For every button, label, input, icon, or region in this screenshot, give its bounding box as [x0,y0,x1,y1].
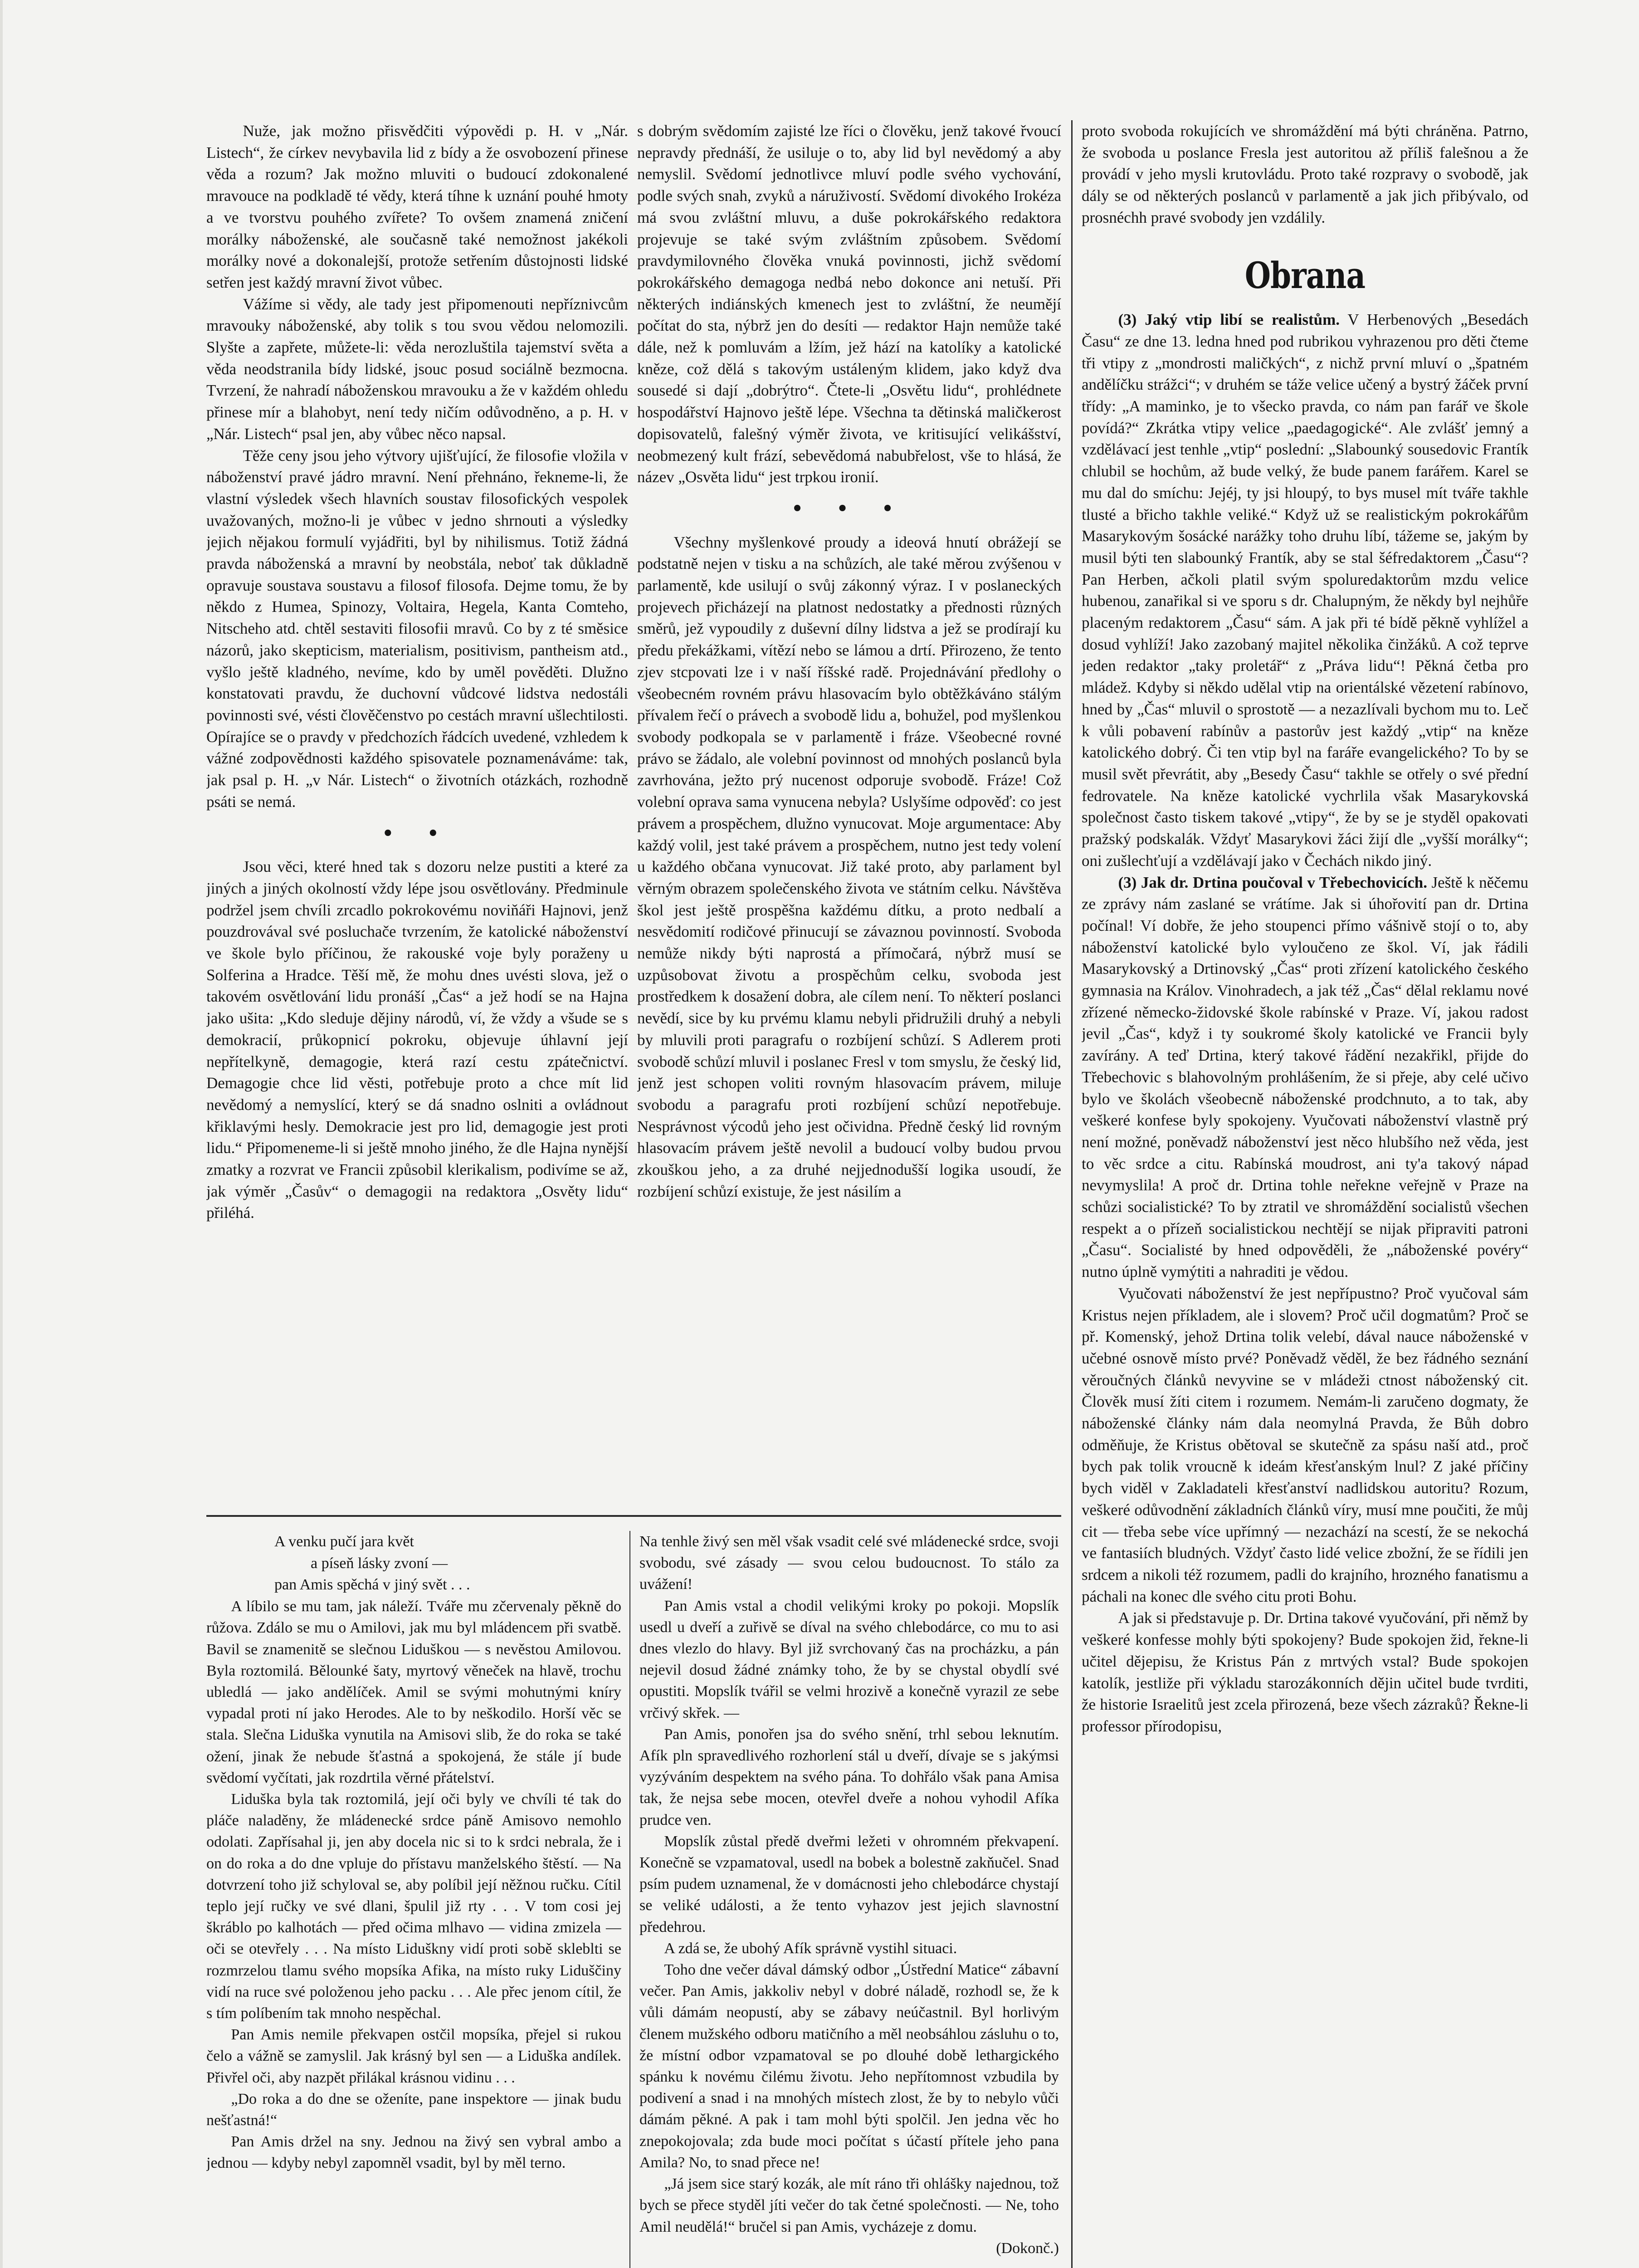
column-2 [637,120,1061,1504]
poem-line-3: pan Amis spěchá v jiný svět . . . [274,1576,470,1593]
poem [274,1531,621,1596]
story-paragraph-11: Toho dne večer dával dámský odbor „Ústřední Matice“ zábavní večer. Pan Amis, jakkoliv nebyl v dobré náladě, rozhodl se, že k vůli dámám neopustí, aby se zábavy neúčastnil. Byl horlivým členem mužského odboru matičního a měl neobsáhlou zásluhu o to, že místní odbor vzpamatoval se po dlouhé době lethargického spánku k novému čilému životu. Jeho nepřítomnost vzbudila by podivení a snad i na mnohých místech zlost, že by to nebylo vůči dámám pěkné. A pak i tam mohl býti spolčil. Jen jedna věc ho znepokojovala; zda bude moci počítat s účastí přítele jeho pana Amila? No, to snad přece ne! [639,1961,1059,2171]
col3-text-2: V Herbenových „Besedách Času“ ze dne 13. ledna hned pod rubrikou vyhrazenou pro děti čteme tři vtipy z „mondrosti maličkých“, z nichž první mluví o „špatném andělíčku strážci“; v druhém se táže velice učený a bystrý žáček první třídy: „A maminko, je to všecko pravda, co nám pan farář ve škole povídá?“ Zkrátka vtipy velice „paedagogické“. Ale zvlášť jemný a vzdělávací jest tenhle „vtip“ poslední: „Slabounký sousedovic Frantík chlubil se hochům, až bude velký, že bude panem farářem. Karel se mu dal do smíchu: Jejéj, ty jsi hloupý, to bys musel mít tváře takhle tlusté a břicho takhle veliké.“ Když už se realistickým pokrokářům Masarykovým šosácké narážky toho druhu líbí, tážeme se, jakým by musil býti ten slabounký Frantík, aby se stal šéfredaktorem „Času“? Pan Herben, ačkoli platil svým spoluredaktorům mzdu velice hubenou, zanařikal si ve sporu s dr. Chalupným, že někdy byl nejhůře placeným redaktorem „Času“ sám. A jak při té bídě pěkně vyhlížel a dosud vyhlíží! Jako zazobaný majitel několika činžáků. A což teprve jeden redaktor „taky proletář“ z „Práva lidu“! Pěkná četba pro mládež. Kdyby si někdo udělal vtip na orientálské vězetení rabínovo, hned by „Čas“ mluvil o sprostotě — a nezazlívali bychom mu to. Leč k vůli pobavení rabínův a pastorův jest každý „vtip“ na kněze katolického dobrý. Či ten vtip byl na faráře evangelického? To by se musil svět převrátit, aby „Besedy Času“ takhle se otřely o své přední fedrovatele. Na kněze katolické vychrlila však Masarykovská společnost často tiskem takové „vtipy“, že by se je styděl opakovati pražský podskalák. Vždyť Masarykovi žáci žijí dle „vyšší morálky“; oni zušlechťují a vzdělávají jako v Čechách nikdo jiný. [1082,311,1528,870]
column-3 [1082,120,1528,2268]
story-paragraph-3: Pan Amis nemile překvapen ostčil mopsíka, přejel si rukou čelo a vážně se zamyslil. Jak krásný byl sen — a Liduška andílek. Přivřel oči, aby nazpět přilákal krásnou vidinu . . . [206,2026,621,2086]
col1-paragraph-1: Nuže, jak možno přisvědčiti výpovědi p. H. v „Nár. Listech“, že církev nevybavila lid z bídy a že osvobození přinese věda a rozum? Jak možno mluviti o budoucí zdokonalené mravouce na podkladě té vědy, která tíhne k uznání pouhé hmoty a ve tvorstvu pouhého zvířete? To ovšem znamená zničení morálky náboženské, ale současně také nemožnost jakékoli morálky nové a dokonalejší, protože setřením důstojnosti lidské setřen jest každý mravní život vůbec. [206,122,628,291]
col1-paragraph-4: Jsou věci, které hned tak s dozoru nelze pustiti a které za jiných a jiných okolností vždy lépe jsou osvětlovány. Předminule podržel jsem chvíli zrcadlo pokrokovému noviňáři Hajnovi, jenž pouzdrovával své posluchače tvrzením, že katolické náboženství ve škole bylo příčinou, že rakouské voje byly poraženy u Solferina a Hradce. Těší mě, že mohu dnes uvésti slova, jež o takovém osvětlování lidu pronáší „Čas“ a jež hodí se na Hajna jako ušita: „Kdo sleduje dějiny národů, ví, že vždy a všude se s demokracií, průkopnicí pokroku, objevuje úhlavní její nepřítelkyně, demagogie, která razí cestu zpátečnictví. Demagogie chce lid věsti, potřebuje proto a chce mít lid nevědomý a nemyslící, který se dá snadno oslniti a ovládnout křiklavými hesly. Demokracie jest pro lid, demagogie jest proti lidu.“ Připomeneme-li si ještě mnoho jiného, že dle Hajna nynější zmatky a rozvrat ve Francii způsobil klerikalism, podivíme se až, jak výměr „Časův“ o demagogii na redaktora „Osvěty lidu“ přiléhá. [206,858,628,1222]
col3-text-3: Ještě k něčemu ze zprávy nám zaslané se vrátíme. Jak si úhořovití pan dr. Drtina počínal! Ví dobře, že jeho stoupenci přímo vášnivě stojí o to, aby náboženství katolické bylo vyloučeno ze škol. Ví, jak řádili Masarykovský a Drtinovský „Čas“ proti zřízení katolického českého gymnasia na Králov. Vinohradech, a jak též „Čas“ dělal reklamu nové zřízené německo-židovské škole rabínské v Praze. Ví, jakou radost jevil „Čas“, když i ty soukromé školy katolické ve Francii byly zavírány. A teď Drtina, který takové řádění nezakřikl, přijde do Třebechovic s blahovolným prohlášením, že si přeje, aby celé učivo bylo ve školách všeobecně náboženské prodchnuto, a to tak, aby veškeré konfese byly spokojeny. Vyučovati náboženství vlastně prý není možné, poněvadž náboženství jest něco hlubšího než věda, jest to věc srdce a citu. Rabínská moudrost, ani ty'a takový nápad nevymyslila! A proč dr. Drtina tohle neřekne veřejně v Praze na schůzi socialistické? To by ztratil ve shromáždění socialistů všechen respekt a o přízeň socialistickou nechtějí se nijak připraviti patroni „Času“. Socialisté by hned odpověděli, že „náboženské povéry“ nutno úplně vymýtiti a nahraditi je vědou. [1082,873,1528,1281]
col1-paragraph-2: Vážíme si vědy, ale tady jest připomenouti nepříznivcům mravouky náboženské, aby tolik s tou svou vědou nelomozili. Slyšte a zapřete, můžete-li: věda nerozluštila tajemství světa a věda neodstranila bídy lidské, jsouc posud sociálně bezmocna. Tvrzení, že nahradí náboženskou mravouku a že v každém ohledu přinese mír a blahobyt, není tedy ničím odůvodněno, a p. H. v „Nár. Listech“ psal jen, aby vůbec něco napsal. [206,295,628,443]
section-separator: • • [382,822,453,844]
col3-paragraph-4: Vyučovati náboženství že jest nepřípustno? Proč vyučoval sám Kristus nejen příkladem, ale i slovem? Proč učil dogmatům? Proč se př. Komenský, jehož Drtina tolik velebí, dával nauce náboženské v učebné osnově místo prvé? Poněvadž věděl, že bez řádného seznání věroučných článků nevyvine se v mládeži ctnost náboženský cit. Člověk musí žíti citem i rozumem. Nemám-li zaručeno dogmaty, že náboženské články nám dala neomylná Pravda, že Bůh dobro odměňuje, že Kristus obětoval se skutečně za spásu naší atd., proč bych pak tolik vroucně k ideám křesťanským lnul? Z jaké příčiny bych viděl v Zakladateli křesťanství nadlidskou autoritu? Rozum, veškeré odůvodnění základních článků víry, musí mne poučiti, že můj cit — třeba sebe více upřímný — nezachází na scestí, že se nekochá ve fantasiích bludných. Vždyť často lidé velice zbožní, že se řídili jen srdcem a nikoli též rozumem, padli do krajního, hrozného fanatismu a páchali na konec dle svého citu proti Bohu. [1082,1284,1528,1605]
story-paragraph-6: Na tenhle živý sen měl však vsadit celé své mládenecké srdce, svoji svobodu, své zásady — svou celou budoucnost. To stálo za uvážení! [639,1533,1059,1593]
feuilleton-rule [206,1515,1061,1517]
section-separator: • • • [791,498,907,519]
story-paragraph-8: Pan Amis, ponořen jsa do svého snění, trhl sebou leknutím. Afík pln spravedlivého rozhorlení stál u dveří, dívaje se s jakýmsi vyzýváním despektem na svého pána. To dohřálo však pana Amisa tak, že nejsa sebe mocen, otevřel dveře a nohou vyhodil Afíka prudce ven. [639,1725,1059,1828]
poem-line-1: A venku pučí jara květ [274,1533,414,1550]
feuilleton-left [206,1531,621,2268]
column-1 [206,120,628,1504]
story-paragraph-12: „Já jsem sice starý kozák, ale mít ráno tři ohlášky najednou, tož bych se přece styděl jíti večer do tak četné společnosti. — Ne, toho Amil neudělá!“ bručel si pan Amis, vycházeje z domu. [639,2175,1059,2235]
story-paragraph-9: Mopslík zůstal předě dveřmi ležeti v ohromném překvapení. Konečně se vzpamatoval, usedl na bobek a bolestně zakňučel. Snad psím pudem uznamenal, že v domácnosti jeho chlebodárce chystají se veliké události, a že tento vyhazov jest jejich slavnostní předehrou. [639,1833,1059,1936]
story-paragraph-5: Pan Amis držel na sny. Jednou na živý sen vybral ambo a jednou — kdyby nebyl zapomněl vsadit, byl by měl terno. [206,2133,621,2172]
continuation-note: (Dokonč.) [996,2239,1059,2257]
col3-paragraph-3 [1082,872,1528,1283]
scan-edge [0,0,3,2268]
col3-paragraph-5: A jak si představuje p. Dr. Drtina takové vyučování, při němž by veškeré konfesse mohly býti spokojeny? Bude spokojen žid, řekne-li učitel dějepisu, že Kristus Pán z mrtvých vstal? Bude spokojen katolík, jestliže při výkladu starozákonních dějin učitel bude tvrditi, že historie Israelitů jest zcela přirozená, beze všech zázraků? Řekne-li professor přírodopisu, [1082,1609,1528,1735]
poem-line-2: a píseň lásky zvoní — [311,1554,448,1572]
feuilleton-right [639,1531,1059,2268]
story-paragraph-1: A líbilo se mu tam, jak náleží. Tváře mu zčervenaly pěkně do růžova. Zdálo se mu o Amilovi, jak mu byl mládencem při svatbě. Bavil se znamenitě se slečnou Liduškou — s nevěstou Amilovou. Byla roztomilá. Bělounké šaty, myrtový věneček na hlavě, trochu ubledlá — jako andělíček. Amil se svými mohutnými kníry vypadal proti ní jako Herodes. Ale to by neškodilo. Horší věc se stala. Slečna Liduška vynutila na Amisovi slib, že do roka se také ožení, jinak že nebude šťastná a spokojená, že stále jí bude svědomí vyčítati, jak rozdrtila věrné přátelství. [206,1598,621,1786]
col3-paragraph-2 [1082,309,1528,871]
col3-lead-3: (3) Jak dr. Drtina poučoval v Třebechovicích. [1118,873,1427,891]
story-paragraph-10: A zdá se, že ubohý Afík správně vystihl situaci. [664,1940,957,1957]
col3-lead-2: (3) Jaký vtip libí se realistům. [1118,311,1340,329]
story-paragraph-7: Pan Amis vstal a chodil velikými kroky po pokoji. Mopslík usedl u dveří a zuřivě se díval na svého chlebodárce, co mu to asi dnes vlezlo do hlavy. Byl již svrchovaný čas na procházku, a pán nejevil dosud žádné známky toho, že by se chystal obydlí své opustiti. Mopslík tvářil se velmi hrozivě a konečně vyrazil ze sebe vrčivý skřek. — [639,1597,1059,1721]
col2-paragraph-1: s dobrým svědomím zajisté lze říci o člověku, jenž takové řvoucí nepravdy přednáší, že usiluje o to, aby lid byl nevědomý a aby nemyslil. Svědomí jednotlivce mluví podle svého vychování, podle svých snah, zvyků a náruživostí. Svědomí divokého Irokéza má svou zvláštní mluvu, a duše pokrokářského redaktora projevuje se také svým zvláštním způsobem. Svědomí pravdymilovného člověka vnuká povinnosti, jichž svědomí pokrokářského demagoga nedbá nebo dokonce ani netuší. Při některých indiánských kmenech jest to zvláštní, že neumějí počítat do sta, nýbrž jen do desíti — redaktor Hajn nemůže také dále, než k pomluvám a lžím, jež hází na katolíky a katolické kněze, což dělá s takovým ustáleným klidem, jako když dva sousedé si dají „dobrýtro“. Čtete-li „Osvětu lidu“, prohlédnete hospodářství Hajnovo ještě lépe. Všechna ta dětinská maličkerost dopisovatelů, falešný výměr života, ve kritisující velikášství, neobmezený kult frází, sebevědomá nabubřelost, vše to hlásá, že název „Osvěta lidu“ jest trpkou ironií. [637,122,1061,486]
col3-paragraph-1: proto svoboda rokujících ve shromáždění má býti chráněna. Patrno, že svoboda u poslance Fresla jest autoritou až příliš falešnou a že provádí v jeho mysli krutovládu. Proto také rozpravy o svobodě, jak dály se od některých poslanců v parlamentě a jak jich přibývalo, od prosnéchh pravé svobody jen vzdálily. [1082,122,1528,226]
section-heading-obrana: Obrana [1244,254,1366,297]
col2-paragraph-2: Všechny myšlenkové proudy a ideová hnutí obrážejí se podstatně nejen v tisku a na schůzích, ale také měrou zvýšenou v parlamentě, kde usilují o svůj zákonný výraz. I v poslaneckých projevech přicházejí na platnost nedostatky a přednosti různých směrů, jež vypoudily z duševní dílny lidstva a jež se prodírají ku předu překážkami, vítězí nebo se lámou a drtí. Přirozeno, že tento zjev stcpovati lze i v naší říšské radě. Projednávání předlohy o všeobecném rovném právu hlasovacím bylo obtěžkáváno stálým přívalem řečí o právech a svobodě lidu a, bohužel, pod myšlenkou svobody podkopala se v parlamentě i fráze. Všeobecné rovné právo se žádalo, ale volební povinnost od mnohých poslanců byla zavrhována, ježto prý nucenost odporuje svobodě. Fráze! Což volební oprava sama vynucena nebyla? Uslyšíme odpověď: co jest právem a prospěchem, dlužno vynucovat. Moje argumentace: Aby každý volil, jest také právem a prospěchem, nutno jest tedy volení u každého občana vynucovat. Již také proto, aby parlament byl věrným obrazem společenského života ve státním celku. Návštěva škol jest ještě prospěšna každému dítku, a proto nedbalí a nesvědomití rodičové přinucují se závaznou povinností. Svoboda nemůže nikdy býti naprostá a přímočará, nýbrž musí se uzpůsobovat životu a prospěchům celku, svoboda jest prostředkem k dosažení dobra, ale cílem není. To některí poslanci nevědí, sice by ku prvému klamu nebyli přidružili druhý a nebyli by mluvili proti paragrafu o rozbíjení schůzí. S Adlerem proti svobodě schůzí mluvil i poslanec Fresl v tom smyslu, že český lid, jenž jest schopen voliti rovným hlasovacím právem, miluje svobodu a paragrafu proti rozbíjení schůzí nepotřebuje. Nesprávnost výcodů jeho jest očividna. Předně český lid rovným hlasovacím právem ještě nevolil a budoucí volby budou prvou zkouškou jeho, a za druhé nejjednodušší logika usoudí, že rozbíjení schůzí existuje, že jest násilím a [637,533,1061,1200]
feuilleton-divider [629,1531,630,2268]
story-paragraph-2: Liduška byla tak roztomilá, její oči byly ve chvíli té tak do pláče naladěny, že mládenecké srdce páně Amisovo nemohlo odolati. Zapřísahal ji, jen aby docela nic si to k srdci nebrala, že i on do roka a do dne vpluje do přístavu manželského štěstí. — Na dotvrzení toho již schyloval se, aby políbil její něžnou ručku. Cítil teplo její ručky ve své dlani, špulil již rty . . . V tom cosi jej škráblo po kalhotách — před očima mlhavo — vidina zmizela — oči se otevřely . . . Na místo Liduškny vidí proti sobě skleblti se rozmrzelou tlamu svého mopsíka Afika, na místo ruky Liduščiny vidí na ruce své položenou jeho packu . . . Ale přec jenom cítil, že s tím políbením tak mnoho nespěchal. [206,1790,621,2022]
col1-paragraph-3: Těže ceny jsou jeho výtvory ujišťující, že filosofie vložila v náboženství pravé jádro mravní. Není přehnáno, řekneme-li, že vlastní výsledek všech hlavních soustav filosofických vespolek uvažovaných, možno-li je vůbec v jedno shrnouti a výsledky jejich nějakou formulí vyjádřiti, byl by nihilismus. Totiž žádná pravda náboženská a mravní by neobstála, neboť tak důkladně opravuje soustava soustavu a filosof filosofa. Dejme tomu, že by někdo z Humea, Spinozy, Voltaira, Hegela, Kanta Comteho, Nitscheho atd. chtěl sestaviti filosofii mravů. Co by z té směsice názorů, jako skepticism, materialism, positivism, pantheism atd., vyšlo ještě kladného, nevíme, kdo by uměl pověděti. Dlužno konstatovati pravdu, že duchovní vůdcové lidstva nedostáli povinnosti své, vésti člověčenstvo po cestách mravní ušlechtilosti. Opírajíce se o pravdy v předchozích řádcích uvedené, vzhledem k vážné zodpovědnosti každého spisovatele poznamenáváme: tak, jak psal p. H. „v Nár. Listech“ o životních otázkách, rozhodně psáti se nemá. [206,446,628,811]
column-divider [1071,120,1073,2268]
story-paragraph-4: „Do roka a do dne se oženíte, pane inspektore — jinak budu nešťastná!“ [206,2090,621,2129]
